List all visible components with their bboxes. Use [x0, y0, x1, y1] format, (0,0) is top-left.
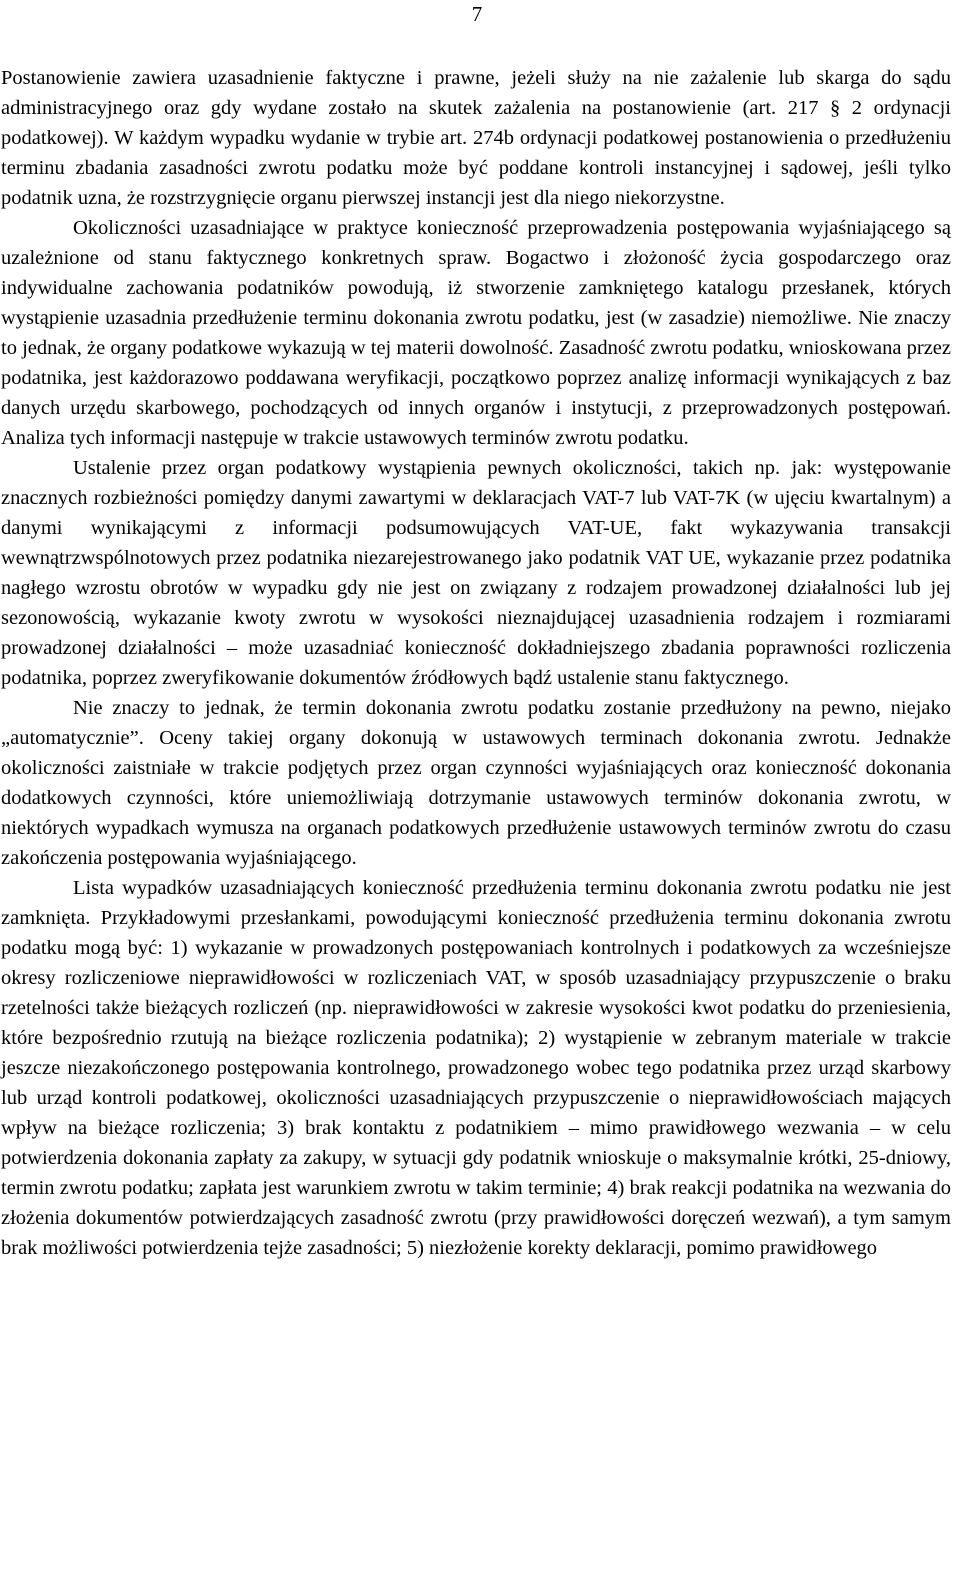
- body-text: [1, 63, 951, 1263]
- page-number: 7: [471, 2, 483, 26]
- paragraph-3: Ustalenie przez organ podatkowy wystąpienia pewnych okoliczności, takich np. jak: występowanie znacznych rozbieżności pomiędzy danymi zawartymi w deklaracjach VAT-7 lub VAT-7K (w ujęciu kwartalnym) a danymi wynikającymi z informacji podsumowujących VAT-UE, fakt wykazywania transakcji wewnątrzwspólnotowych przez podatnika niezarejestrowanego jako podatnik VAT UE, wykazanie przez podatnika nagłego wzrostu obrotów w wypadku gdy nie jest on związany z rodzajem prowadzonej działalności lub jej sezonowością, wykazanie kwoty zwrotu w wysokości nieznajdującej uzasadnienia rodzajem i rozmiarami prowadzonej działalności – może uzasadniać konieczność dokładniejszego zbadania poprawności rozliczenia podatnika, poprzez zweryfikowanie dokumentów źródłowych bądź ustalenie stanu faktycznego.: [1, 457, 951, 689]
- paragraph-2: Okoliczności uzasadniające w praktyce konieczność przeprowadzenia postępowania wyjaśniającego są uzależnione od stanu faktycznego konkretnych spraw. Bogactwo i złożoność życia gospodarczego oraz indywidualne zachowania podatników powodują, iż stworzenie zamkniętego katalogu przesłanek, których wystąpienie uzasadnia przedłużenie terminu dokonania zwrotu podatku, jest (w zasadzie) niemożliwe. Nie znaczy to jednak, że organy podatkowe wykazują w tej materii dowolność. Zasadność zwrotu podatku, wnioskowana przez podatnika, jest każdorazowo poddawana weryfikacji, początkowo poprzez analizę informacji wynikających z baz danych urzędu skarbowego, pochodzących od innych organów i instytucji, z przeprowadzonych postępowań. Analiza tych informacji następuje w trakcie ustawowych terminów zwrotu podatku.: [1, 217, 951, 449]
- paragraph-4: Nie znaczy to jednak, że termin dokonania zwrotu podatku zostanie przedłużony na pewno, niejako „automatycznie”. Oceny takiej organy dokonują w ustawowych terminach dokonania zwrotu. Jednakże okoliczności zaistniałe w trakcie podjętych przez organ czynności wyjaśniających oraz konieczność dokonania dodatkowych czynności, które uniemożliwiają dotrzymanie ustawowych terminów dokonania zwrotu, w niektórych wypadkach wymusza na organach podatkowych przedłużenie ustawowych terminów zwrotu do czasu zakończenia postępowania wyjaśniającego.: [1, 697, 951, 869]
- paragraph-1: Postanowienie zawiera uzasadnienie faktyczne i prawne, jeżeli służy na nie zażalenie lub skarga do sądu administracyjnego oraz gdy wydane zostało na skutek zażalenia na postanowienie (art. 217 § 2 ordynacji podatkowej). W każdym wypadku wydanie w trybie art. 274b ordynacji podatkowej postanowienia o przedłużeniu terminu zbadania zasadności zwrotu podatku może być poddane kontroli instancyjnej i sądowej, jeśli tylko podatnik uzna, że rozstrzygnięcie organu pierwszej instancji jest dla niego niekorzystne.: [1, 67, 951, 209]
- paragraph-5: Lista wypadków uzasadniających konieczność przedłużenia terminu dokonania zwrotu podatku nie jest zamknięta. Przykładowymi przesłankami, powodującymi konieczność przedłużenia terminu dokonania zwrotu podatku mogą być: 1) wykazanie w prowadzonych postępowaniach kontrolnych i podatkowych za wcześniejsze okresy rozliczeniowe nieprawidłowości w rozliczeniach VAT, w sposób uzasadniający przypuszczenie o braku rzetelności także bieżących rozliczeń (np. nieprawidłowości w zakresie wysokości kwot podatku do przeniesienia, które bezpośrednio rzutują na bieżące rozliczenia podatnika); 2) wystąpienie w zebranym materiale w trakcie jeszcze niezakończonego postępowania kontrolnego, prowadzonego wobec tego podatnika przez urząd skarbowy lub urząd kontroli podatkowej, okoliczności uzasadniających przypuszczenie o nieprawidłowościach mających wpływ na bieżące rozliczenia; 3) brak kontaktu z podatnikiem – mimo prawidłowego wezwania – w celu potwierdzenia dokonania zapłaty za zakupy, w sytuacji gdy podatnik wnioskuje o maksymalnie krótki, 25-dniowy, termin zwrotu podatku; zapłata jest warunkiem zwrotu w takim terminie; 4) brak reakcji podatnika na wezwania do złożenia dokumentów potwierdzających zasadność zwrotu (przy prawidłowości doręczeń wezwań), a tym samym brak możliwości potwierdzenia tejże zasadności; 5) niezłożenie korekty deklaracji, pomimo prawidłowego: [1, 877, 951, 1259]
